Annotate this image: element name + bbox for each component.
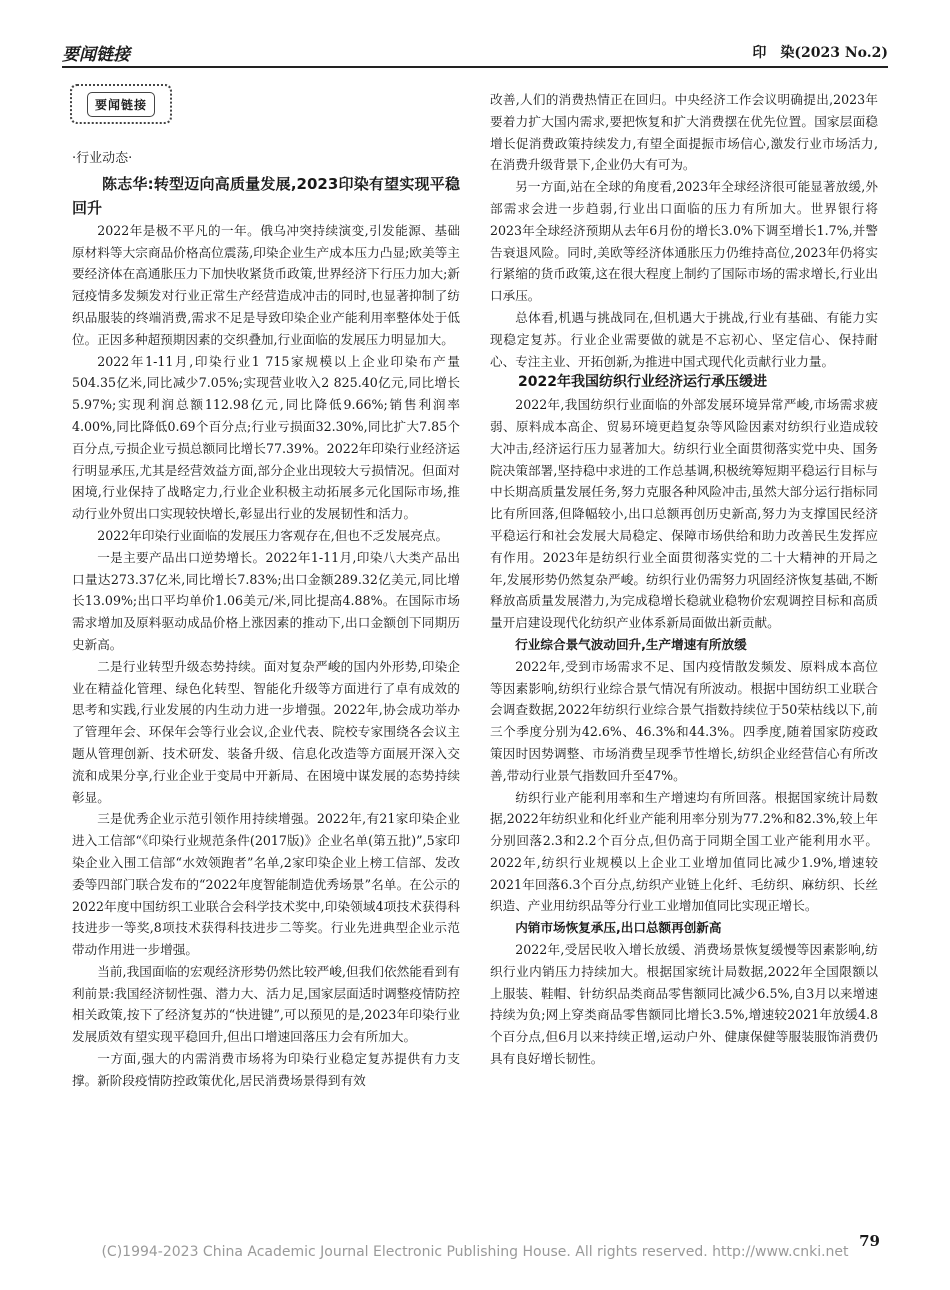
paragraph: 一方面,强大的内需消费市场将为印染行业稳定复苏提供有力支撑。新阶段疫情防控政策优化,居民消费场景得到有效 [72, 1051, 460, 1088]
paragraph: 2022年是极不平凡的一年。俄乌冲突持续演变,引发能源、基础原材料等大宗商品价格高位震荡,印染企业生产成本压力凸显;欧美等主要经济体在高通胀压力下加快收紧货币政策,世界经济下行压力加大;新冠疫情多发频发对行业正常生产经营造成冲击的同时,也显著抑制了纺织品服装的终端消费,需求不足是导致印染企业产能利用率整体处于低位。正因多种超预期因素的交织叠加,行业面临的发展压力明显加大。 [72, 222, 460, 347]
paragraph: 纺织行业产能利用率和生产增速均有所回落。根据国家统计局数据,2022年纺织业和化纤业产能利用率分别为77.2%和82.3%,较上年分别回落2.3和2.2个百分点,但仍高于同期全国工业产能利用水平。2022年,纺织行业规模以上企业工业增加值同比减少1.9%,增速较2021年回落6.3个百分点,纺织产业链上化纤、毛纺织、麻纺织、长丝织造、产业用纺织品等分行业工业增加值同比实现正增长。 [490, 789, 878, 914]
journal-issue: 印 染(2023 No.2) [752, 45, 888, 61]
column-logo [70, 84, 172, 124]
paragraph: 另一方面,站在全球的角度看,2023年全球经济很可能显著放缓,外部需求会进一步趋弱,行业出口面临的压力有所加大。世界银行将2023年全球经济预期从去年6月份的增长3.0%下调至增长1.7%,并警告衰退风险。同时,美欧等经济体通胀压力仍维持高位,2023年仍将实行紧缩的货币政策,这在很大程度上制约了国际市场的需求增长,行业出口承压。 [490, 179, 878, 304]
paragraph: 2022年,受到市场需求不足、国内疫情散发频发、原料成本高位等因素影响,纺织行业综合景气情况有所波动。根据中国纺织工业联合会调查数据,2022年纺织行业综合景气指数持续位于50荣枯线以下,前三个季度分别为42.6%、46.3%和44.3%。四季度,随着国家防疫政策因时因势调整、市场消费呈现季节性增长,纺织企业经营信心有所改善,带动行业景气指数回升至47%。 [490, 658, 878, 783]
page-header [62, 40, 888, 66]
copyright-footer: (C)1994-2023 China Academic Journal Electronic Publishing House. All rights reserved. http://www.cnki.net [101, 1244, 849, 1260]
page-number: 79 [859, 1232, 880, 1250]
subsection-heading: 内销市场恢复承压,出口总额再创新高 [515, 920, 722, 936]
paragraph: 2022年,受居民收入增长放缓、消费场景恢复缓慢等因素影响,纺织行业内销压力持续加大。根据国家统计局数据,2022年全国限额以上服装、鞋帽、针纺织品类商品零售额同比减少6.5%,自3月以来增速持续为负;网上穿类商品零售额同比增长3.5%,增速较2021年放缓4.8个百分点,但6月以来持续正增,运动户外、健康保健等服装服饰消费仍具有良好增长韧性。 [490, 942, 878, 1067]
paragraph: 当前,我国面临的宏观经济形势仍然比较严峻,但我们依然能看到有利前景:我国经济韧性强、潜力大、活力足,国家层面适时调整疫情防控相关政策,按下了经济复苏的“快进键”,可以预见的是,2023年印染行业发展质效有望实现平稳回升,但出口增速回落压力会有所加大。 [72, 963, 460, 1045]
right-column [490, 89, 878, 1070]
paragraph: 2022年,我国纺织行业面临的外部发展环境异常严峻,市场需求疲弱、原料成本高企、贸易环境更趋复杂等风险因素对纺织行业造成较大冲击,经济运行压力显著加大。纺织行业全面贯彻落实党中央、国务院决策部署,坚持稳中求进的工作总基调,积极统筹短期平稳运行目标与中长期高质量发展任务,努力克服各种风险冲击,虽然大部分运行指标同比有所回落,但降幅较小,出口总额再创历史新高,努力为支撑国民经济平稳运行和社会发展大局稳定、保障市场供给和助力改善民生发挥应有作用。2023年是纺织行业全面贯彻落实党的二十大精神的开局之年,发展形势仍然复杂严峻。纺织行业仍需努力巩固经济恢复基础,不断释放高质量发展潜力,为完成稳增长稳就业稳物价宏观调控目标和高质量开启建设现代化纺织产业体系新局面做出新贡献。 [490, 397, 878, 631]
article-title: 陈志华:转型迈向高质量发展,2023印染有望实现平稳回升 [72, 174, 460, 217]
subsection-heading: 行业综合景气波动回升,生产增速有所放缓 [515, 636, 747, 652]
paragraph: 一是主要产品出口逆势增长。2022年1-11月,印染八大类产品出口量达273.37亿米,同比增长7.83%;出口金额289.32亿美元,同比增长13.09%;出口平均单价1.06美元/米,同比提高4.88%。在国际市场需求增加及原料驱动成品价格上涨因素的推动下,出口金额创下同期历史新高。 [72, 549, 460, 652]
paragraph: 三是优秀企业示范引领作用持续增强。2022年,有21家印染企业进入工信部“《印染行业规范条件(2017版)》企业名单(第五批)”,5家印染企业入围工信部“水效领跑者”名单,2家印染企业上榜工信部、发改委等四部门联合发布的“2022年度智能制造优秀场景”名单。在公示的2022年度中国纺织工业联合会科学技术奖中,印染领域4项技术获得科技进步一等奖,8项技术获得科技进步二等奖。行业先进典型企业示范带动作用进一步增强。 [72, 811, 460, 958]
section-heading: 2022年我国纺织行业经济运行承压缓进 [518, 374, 767, 391]
paragraph-continued: 改善,人们的消费热情正在回归。中央经济工作会议明确提出,2023年要着力扩大国内需求,要把恢复和扩大消费摆在优先位置。国家层面稳增长促消费政策持续发力,有望全面提振市场信心,激发行业市场活力,在消费升级背景下,企业仍大有可为。 [490, 92, 878, 173]
column-logo-text: 要闻链接 [87, 92, 155, 117]
paragraph: 2022年印染行业面临的发展压力客观存在,但也不乏发展亮点。 [97, 527, 449, 543]
column-name: 要闻链接 [62, 45, 130, 65]
paragraph: 总体看,机遇与挑战同在,但机遇大于挑战,行业有基础、有能力实现稳定复苏。行业企业需要做的就是不忘初心、坚定信心、保持耐心、专注主业、开拓创新,为推进中国式现代化贡献行业力量。 [490, 309, 878, 369]
section-label: ·行业动态· [72, 151, 133, 166]
paragraph: 二是行业转型升级态势持续。面对复杂严峻的国内外形势,印染企业在精益化管理、绿色化转型、智能化升级等方面进行了卓有成效的思考和实践,行业发展的内生动力进一步增强。2022年,协会成功举办了管理年会、环保年会等行业会议,企业代表、院校专家围绕各会议主题从管理创新、技术研发、装备升级、信息化改造等方面展开深入交流和成果分享,行业企业于变局中开新局、在困境中谋发展的态势持续彰显。 [72, 658, 460, 805]
paragraph: 2022年1-11月,印染行业1 715家规模以上企业印染布产量504.35亿米,同比减少7.05%;实现营业收入2 825.40亿元,同比增长5.97%;实现利润总额112.98亿元,同比降低9.66%;销售利润率4.00%,同比降低0.69个百分点;行业亏损面32.30%,同比扩大7.85个百分点,亏损企业亏损总额同比增长77.39%。2022年印染行业经济运行明显承压,尤其是经营效益方面,部分企业出现较大亏损情况。但面对困境,行业保持了战略定力,行业企业积极主动拓展多元化国际市场,推动行业外贸出口实现较快增长,彰显出行业的发展韧性和活力。 [72, 353, 460, 522]
left-column [72, 148, 460, 1092]
header-rule [62, 66, 888, 68]
